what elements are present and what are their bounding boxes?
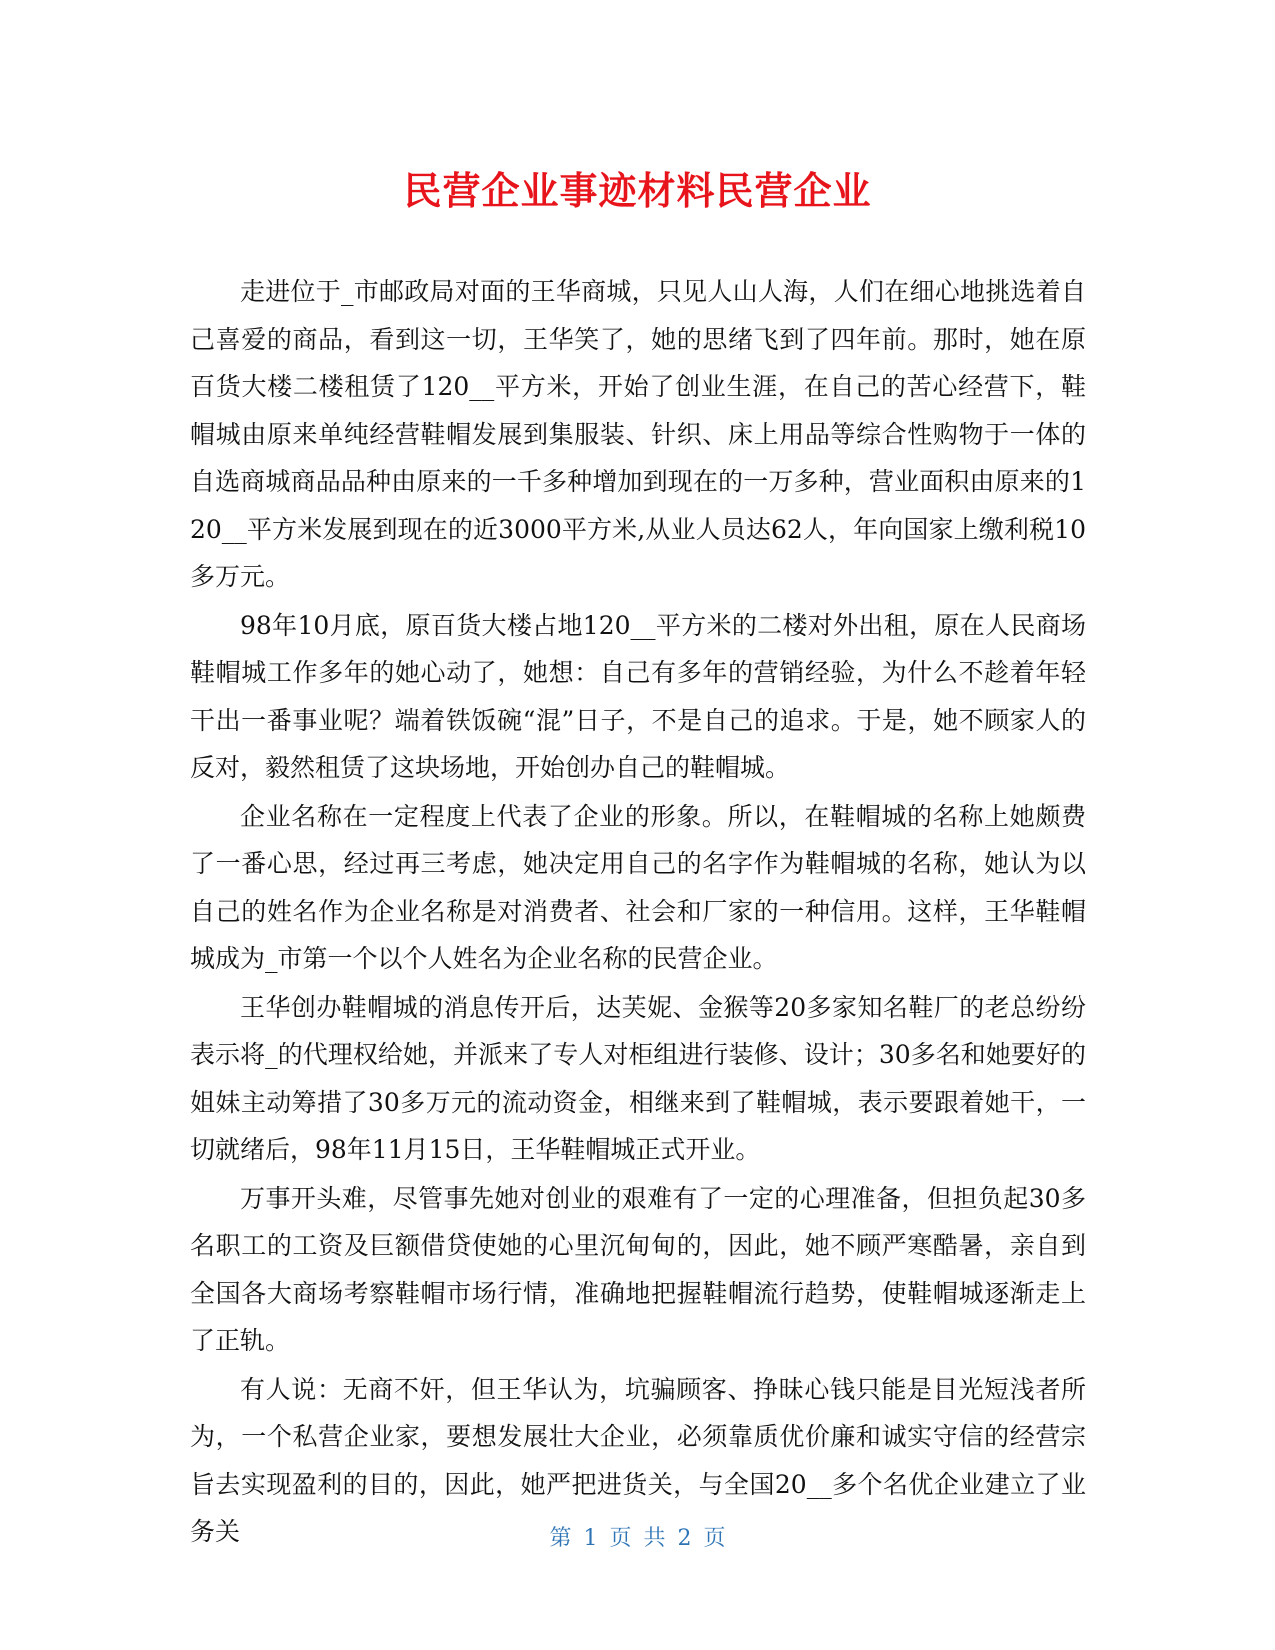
paragraph: 企业名称在一定程度上代表了企业的形象。所以，在鞋帽城的名称上她颇费了一番心思，经过再三考虑，她决定用自己的名字作为鞋帽城的名称，她认为以自己的姓名作为企业名称是对消费者、社会和厂家的一种信用。这样，王华鞋帽城成为_市第一个以个人姓名为企业名称的民营企业。 — [190, 801, 1086, 973]
page-label-suffix: 页 — [703, 1526, 726, 1551]
total-pages-number: 2 — [677, 1526, 692, 1551]
paragraph: 98年10月底，原百货大楼占地120__平方米的二楼对外出租，原在人民商场鞋帽城工作多年的她心动了，她想：自己有多年的营销经验，为什么不趁着年轻干出一番事业呢？端着铁饭碗“混”日子，不是自己的追求。于是，她不顾家人的反对，毅然租赁了这块场地，开始创办自己的鞋帽城。 — [190, 610, 1086, 782]
page-label-mid: 页 — [609, 1526, 632, 1551]
page-footer — [0, 1521, 1275, 1552]
paragraph: 有人说：无商不奸，但王华认为，坑骗顾客、挣昧心钱只能是目光短浅者所为，一个私营企业家，要想发展壮大企业，必须靠质优价廉和诚实守信的经营宗旨去实现盈利的目的，因此，她严把进货关，与全国20__多个名优企业建立了业务关 — [190, 1374, 1086, 1546]
paragraph: 万事开头难，尽管事先她对创业的艰难有了一定的心理准备，但担负起30多名职工的工资及巨额借贷使她的心里沉甸甸的，因此，她不顾严寒酷暑，亲自到全国各大商场考察鞋帽市场行情，准确地把握鞋帽流行趋势，使鞋帽城逐渐走上了正轨。 — [190, 1183, 1086, 1355]
page-label-prefix: 第 — [549, 1526, 572, 1551]
total-label: 共 — [643, 1526, 666, 1551]
current-page-number: 1 — [583, 1526, 598, 1551]
document-title: 民营企业事迹材料民营企业 — [403, 169, 872, 213]
document-body — [190, 268, 1086, 1557]
paragraph: 走进位于_市邮政局对面的王华商城，只见人山人海，人们在细心地挑选着自己喜爱的商品，看到这一切，王华笑了，她的思绪飞到了四年前。那时，她在原百货大楼二楼租赁了120__平方米，开始了创业生涯，在自己的苦心经营下，鞋帽城由原来单纯经营鞋帽发展到集服装、针织、床上用品等综合性购物于一体的自选商城商品品种由原来的一千多种增加到现在的一万多种，营业面积由原来的120__平方米发展到现在的近3000平方米,从业人员达62人，年向国家上缴利税10多万元。 — [190, 277, 1086, 591]
paragraph: 王华创办鞋帽城的消息传开后，达芙妮、金猴等20多家知名鞋厂的老总纷纷表示将_的代理权给她，并派来了专人对柜组进行装修、设计；30多名和她要好的姐妹主动筹措了30多万元的流动资金，相继来到了鞋帽城，表示要跟着她干，一切就绪后，98年11月15日，王华鞋帽城正式开业。 — [190, 992, 1086, 1164]
